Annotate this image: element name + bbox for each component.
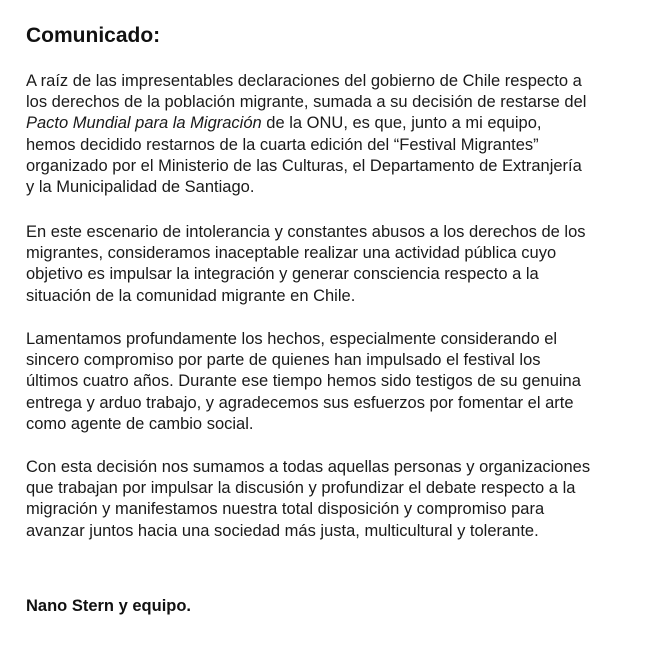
paragraph-2 xyxy=(26,222,638,307)
paragraph-1-line-5: organizado por el Ministerio de las Culturas, el Departamento de Extranjería xyxy=(26,156,582,175)
paragraph-4-line-1: Con esta decisión nos sumamos a todas aquellas personas y organizaciones xyxy=(26,458,591,476)
paragraph-4-line-3: migración y manifestamos nuestra total disposición y compromiso para xyxy=(26,500,545,519)
paragraph-3-line-4: entrega y arduo trabajo, y agradecemos sus esfuerzos por fomentar el arte xyxy=(26,393,574,412)
paragraph-1-line-6: y la Municipalidad de Santiago. xyxy=(26,178,255,197)
signature: Nano Stern y equipo. xyxy=(26,597,192,615)
paragraph-1-line-1: A raíz de las impresentables declaraciones del gobierno de Chile respecto a xyxy=(26,72,582,90)
paragraph-3-line-5: como agente de cambio social. xyxy=(26,414,254,433)
paragraph-3-line-3: últimos cuatro años. Durante ese tiempo hemos sido testigos de su genuina xyxy=(26,372,581,391)
paragraph-3-line-2: sincero compromiso por parte de quienes han impulsado el festival los xyxy=(26,351,541,370)
paragraph-4-line-2: que trabajan por impulsar la discusión y profundizar el debate respecto a la xyxy=(26,479,576,498)
paragraph-2-line-2: migrantes, consideramos inaceptable realizar una actividad pública cuyo xyxy=(26,244,557,263)
paragraph-1-line-3-rest: de la ONU, es que, junto a mi equipo, xyxy=(261,114,542,133)
paragraph-2-line-3: objetivo es impulsar la integración y generar consciencia respecto a la xyxy=(26,265,539,284)
paragraph-3-line-1: Lamentamos profundamente los hechos, especialmente considerando el xyxy=(26,330,558,348)
paragraph-1-line-2: los derechos de la población migrante, sumada a su decisión de restarse del xyxy=(26,93,587,112)
paragraph-3 xyxy=(26,329,638,435)
paragraph-2-line-1: En este escenario de intolerancia y constantes abusos a los derechos de los xyxy=(26,223,586,241)
paragraph-4 xyxy=(26,457,638,542)
paragraph-1 xyxy=(26,71,638,198)
paragraph-4-line-4: avanzar juntos hacia una sociedad más justa, multicultural y tolerante. xyxy=(26,521,539,540)
page-title: Comunicado: xyxy=(26,24,161,47)
paragraph-2-line-4: situación de la comunidad migrante en Chile. xyxy=(26,286,356,305)
paragraph-1-line-4: hemos decidido restarnos de la cuarta edición del “Festival Migrantes” xyxy=(26,135,539,154)
paragraph-1-line-3 xyxy=(26,113,638,134)
pact-name-italic: Pacto Mundial para la Migración xyxy=(26,114,262,133)
